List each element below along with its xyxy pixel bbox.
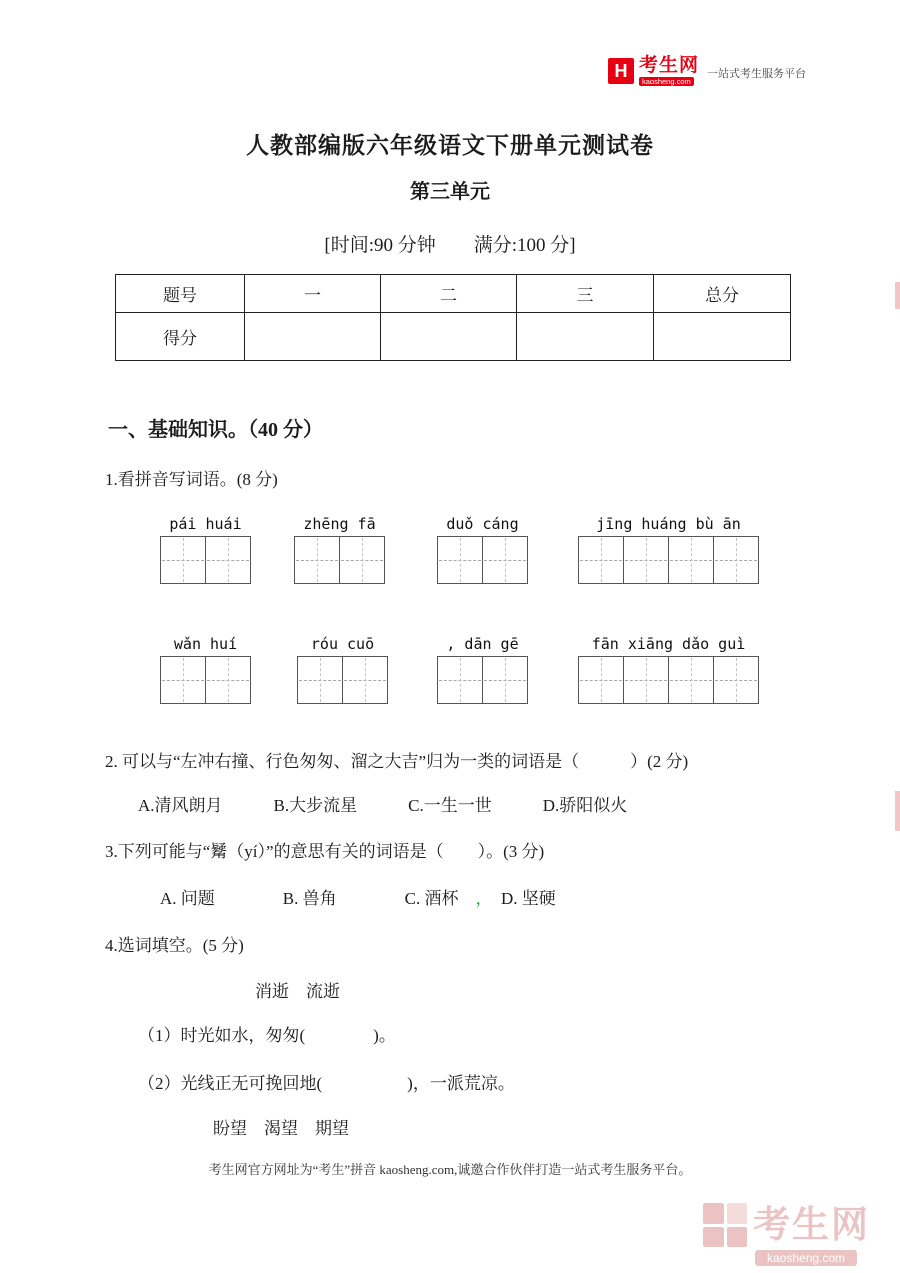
edge-watermark-mark	[895, 791, 900, 831]
pinyin-grid-group	[297, 635, 388, 704]
footer-note: 考生网官方网址为“考生”拼音 kaosheng.com,诚邀合作伙伴打造一站式考生服务平台。	[208, 1162, 692, 1177]
question-1: 1.看拼音写词语。(8 分)	[105, 470, 278, 489]
pinyin-grid-group	[160, 515, 251, 584]
brand-text: 考生网	[639, 55, 700, 76]
page-title: 人教部编版六年级语文下册单元测试卷	[246, 133, 654, 158]
pinyin-grid-group	[160, 635, 251, 704]
question-4: 4.选词填空。(5 分)	[105, 936, 244, 955]
pinyin-label: jīng huáng bù ān	[596, 515, 741, 533]
pinyin-grid-group	[437, 635, 528, 704]
pinyin-label: róu cuō	[310, 635, 375, 653]
score-input-cell[interactable]	[245, 313, 381, 361]
kaosheng-watermark	[703, 1203, 893, 1267]
writing-grid	[297, 656, 388, 704]
fill-item-2: （2）光线正无可挽回地( )，一派荒凉。	[138, 1074, 515, 1093]
score-table-header-cell: 题号	[116, 275, 245, 313]
question-3-options	[160, 884, 556, 909]
exam-info: [时间:90 分钟 满分:100 分]	[324, 235, 576, 256]
writing-grid	[578, 656, 759, 704]
writing-cell[interactable]	[482, 536, 528, 584]
question-3-options-right: D. 坚硬	[500, 889, 556, 908]
writing-cell[interactable]	[437, 656, 483, 704]
exam-subtitle: 第三单元	[410, 181, 490, 203]
stray-comma-mark: ，	[475, 889, 484, 908]
logo-text-block	[639, 56, 699, 86]
pinyin-label: pái huái	[169, 515, 242, 533]
writing-cell[interactable]	[160, 536, 206, 584]
section-heading: 一、基础知识。（40 分）	[108, 419, 323, 441]
writing-cell[interactable]	[160, 656, 206, 704]
edge-watermark-mark	[895, 282, 900, 309]
score-table-header-row	[116, 275, 791, 313]
score-label-cell: 得分	[116, 313, 245, 361]
pinyin-label: duǒ cáng	[446, 515, 519, 533]
writing-cell[interactable]	[342, 656, 388, 704]
pinyin-grid-group	[578, 635, 759, 704]
writing-cell[interactable]	[437, 536, 483, 584]
writing-grid	[578, 536, 759, 584]
writing-cell[interactable]	[713, 536, 759, 584]
score-table-header-cell: 一	[245, 275, 381, 313]
writing-cell[interactable]	[623, 536, 669, 584]
writing-grid	[437, 656, 528, 704]
brand-domain-badge: kaosheng.com	[639, 77, 694, 86]
writing-cell[interactable]	[578, 536, 624, 584]
brand-tagline: 一站式考生服务平台	[707, 68, 807, 80]
watermark-logo-icon	[703, 1203, 747, 1247]
writing-cell[interactable]	[339, 536, 385, 584]
writing-cell[interactable]	[713, 656, 759, 704]
score-table-header-cell: 三	[517, 275, 654, 313]
question-2-options: A.清风朗月 B.大步流星 C.一生一世 D.骄阳似火	[138, 796, 628, 815]
writing-cell[interactable]	[205, 656, 251, 704]
watermark-domain: kaosheng.com	[755, 1250, 857, 1266]
pinyin-label: fān xiāng dǎo guì	[591, 635, 746, 653]
writing-cell[interactable]	[297, 656, 343, 704]
writing-grid	[160, 656, 251, 704]
writing-grid	[160, 536, 251, 584]
kaosheng-logo	[608, 56, 806, 86]
question-3: 3.下列可能与“觺（yí）”的意思有关的词语是（ ）。(3 分)	[105, 842, 545, 861]
kaosheng-logo-icon: H	[608, 58, 634, 84]
writing-cell[interactable]	[294, 536, 340, 584]
watermark-brand: 考生网	[753, 1204, 870, 1245]
word-bank-1: 消逝 流逝	[255, 982, 340, 1001]
score-table-header-cell: 总分	[654, 275, 791, 313]
writing-cell[interactable]	[623, 656, 669, 704]
score-input-cell[interactable]	[517, 313, 654, 361]
writing-cell[interactable]	[668, 656, 714, 704]
score-input-cell[interactable]	[381, 313, 517, 361]
pinyin-grid-group	[578, 515, 759, 584]
writing-grid	[294, 536, 385, 584]
pinyin-label: wǎn huí	[173, 635, 238, 653]
word-bank-2: 盼望 渴望 期望	[213, 1119, 349, 1138]
writing-cell[interactable]	[205, 536, 251, 584]
fill-item-1: （1）时光如水，匆匆( )。	[138, 1026, 396, 1045]
score-table-header-cell: 二	[381, 275, 517, 313]
pinyin-grid-group	[437, 515, 528, 584]
writing-cell[interactable]	[482, 656, 528, 704]
writing-grid	[437, 536, 528, 584]
question-2: 2. 可以与“左冲右撞、行色匆匆、溜之大吉”归为一类的词语是（ ）(2 分)	[105, 752, 689, 771]
pinyin-grid-group	[294, 515, 385, 584]
writing-cell[interactable]	[668, 536, 714, 584]
pinyin-label: , dān gē	[446, 635, 519, 653]
question-3-options-left: A. 问题 B. 兽角 C. 酒杯	[160, 889, 459, 908]
score-table-score-row	[116, 313, 791, 361]
score-input-cell[interactable]	[654, 313, 791, 361]
pinyin-label: zhēng fā	[303, 515, 376, 533]
writing-cell[interactable]	[578, 656, 624, 704]
score-table	[115, 274, 791, 361]
